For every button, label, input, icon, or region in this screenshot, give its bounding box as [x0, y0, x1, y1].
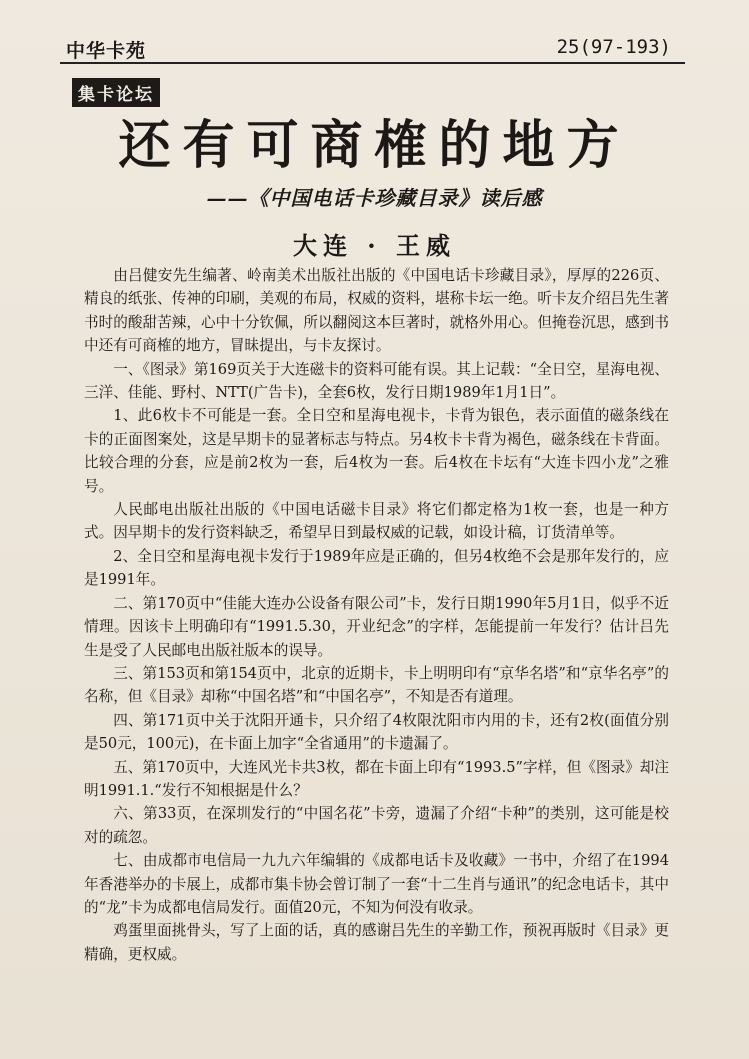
article-title: 还有可商榷的地方 [118, 115, 631, 176]
paragraph: 三、第153页和第154页中，北京的近期卡，卡上明明印有“京华名塔”和“京华名亭”的名称，但《目录》却称“中国名塔”和“中国名亭”，不知是否有道理。 [84, 664, 669, 706]
article-body [84, 264, 669, 966]
paragraph: 鸡蛋里面挑骨头，写了上面的话，真的感谢吕先生的辛勤工作，预祝再版时《目录》更精确，更权威。 [84, 922, 669, 963]
paragraph: 人民邮电出版社出版的《中国电话磁卡目录》将它们都定格为1枚一套，也是一种方式。因早期卡的发行资料缺乏，希望早日到最权威的记载，如设计稿，订货清单等。 [84, 501, 669, 542]
paragraph: 1、此6枚卡不可能是一套。全日空和星海电视卡，卡背为银色，表示面值的磁条线在卡的正面图案处，这是早期卡的显著标志与特点。另4枚卡卡背为褐色，磁条线在卡背面。比较合理的分套，应是前2枚为一套，后4枚为一套。后4枚在卡坛有“大连卡四小龙”之雅号。 [84, 407, 669, 495]
article-author: 大连 · 王威 [292, 231, 457, 260]
paragraph: 二、第170页中“佳能大连办公设备有限公司”卡，发行日期1990年5月1日，似乎不近情理。因该卡上明确印有“1991.5.30，开业纪念”的字样，怎能提前一年发行？估计吕先生是受了人民邮电出版社版本的误导。 [84, 594, 669, 659]
paragraph: 2、全日空和星海电视卡发行于1989年应是正确的，但另4枚绝不会是那年发行的，应是1991年。 [84, 547, 669, 589]
column-tag: 集卡论坛 [72, 78, 160, 107]
paragraph: 六、第33页，在深圳发行的“中国名花”卡旁，遗漏了介绍“卡种”的类别，这可能是校对的疏忽。 [84, 805, 669, 846]
article-subtitle: ——《中国电话卡珍藏目录》读后感 [206, 186, 543, 210]
paragraph: 由吕健安先生编著、岭南美术出版社出版的《中国电话卡珍藏目录》，厚厚的226页、精良的纸张、传神的印刷，美观的布局，权威的资料，堪称卡坛一绝。听卡友介绍吕先生著书时的酸甜苦辣，心中十分钦佩，所以翻阅这本巨著时，就格外用心。但掩卷沉思，感到书中还有可商榷的地方，冒昧提出，与卡友探讨。 [84, 267, 669, 355]
paragraph: 一、《图录》第169页关于大连磁卡的资料可能有误。其上记载：“全日空，星海电视、三洋、佳能、野村、NTT(广告卡)，全套6枚，发行日期1989年1月1日”。 [84, 360, 669, 402]
issue-number: 25(97-193) [556, 36, 671, 58]
page-header [66, 34, 671, 62]
paragraph: 七、由成都市电信局一九九六年编辑的《成都电话卡及收藏》一书中，介绍了在1994年香港举办的卡展上，成都市集卡协会曾订制了一套“十二生肖与通讯”的纪念电话卡，其中的“龙”卡为成都电信局发行。面值20元，不知为何没有收录。 [84, 852, 669, 916]
paragraph: 五、第170页中，大连风光卡共3枚，都在卡面上印有“1993.5”字样，但《图录》却注明1991.1.“发行不知根据是什么？ [84, 758, 669, 799]
magazine-name: 中华卡苑 [66, 40, 147, 62]
header-rule [60, 62, 685, 64]
paragraph: 四、第171页中关于沈阳开通卡，只介绍了4枚限沈阳市内用的卡，还有2枚(面值分别是50元，100元)，在卡面上加字“全省通用”的卡遗漏了。 [84, 711, 669, 753]
